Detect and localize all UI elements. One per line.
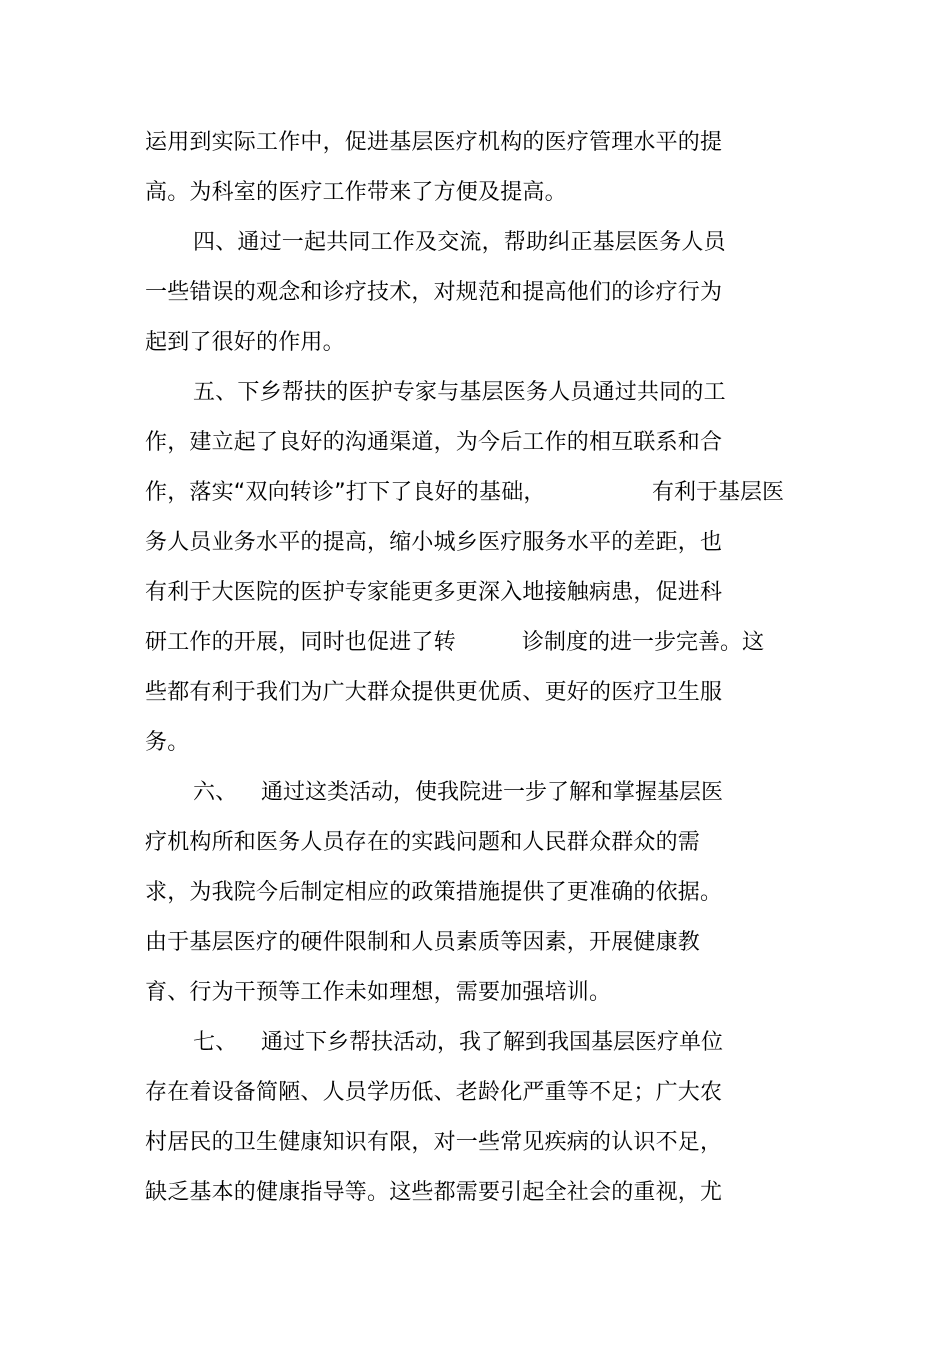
- text-line: 一些错误的观念和诊疗技术，对规范和提高他们的诊疗行为: [145, 280, 723, 305]
- paragraph-4-start: 四、通过一起共同工作及交流，帮助纠正基层医务人员: [193, 230, 726, 255]
- paragraph-5-start: 五、下乡帮扶的医护专家与基层医务人员通过共同的工: [193, 380, 726, 405]
- text-line: 育、行为干预等工作未如理想，需要加强培训。: [145, 980, 612, 1005]
- text-line: 作，建立起了良好的沟通渠道，为今后工作的相互联系和合: [145, 430, 723, 455]
- paragraph-7-number: 七、: [193, 1030, 238, 1055]
- text-line: 作，落实“双向转诊”打下了良好的基础，: [145, 480, 546, 505]
- text-line: 村居民的卫生健康知识有限，对一些常见疾病的认识不足，: [145, 1130, 723, 1155]
- text-line: 些都有利于我们为广大群众提供更优质、更好的医疗卫生服: [145, 680, 723, 705]
- paragraph-6-number: 六、: [193, 780, 238, 805]
- text-line: 务人员业务水平的提高，缩小城乡医疗服务水平的差距，也: [145, 530, 723, 555]
- text-line: 缺乏基本的健康指导等。这些都需要引起全社会的重视，尤: [145, 1180, 723, 1205]
- text-line: 求，为我院今后制定相应的政策措施提供了更准确的依据。: [145, 880, 723, 905]
- text-line-continuation: 有利于基层医: [652, 480, 785, 505]
- text-line-continuation: 诊制度的进一步完善。这: [522, 630, 765, 655]
- paragraph-7-start: 通过下乡帮扶活动，我了解到我国基层医疗单位: [261, 1030, 724, 1055]
- paragraph-6-start: 通过这类活动，使我院进一步了解和掌握基层医: [261, 780, 724, 805]
- text-line: 运用到实际工作中，促进基层医疗机构的医疗管理水平的提: [145, 130, 723, 155]
- text-line: 由于基层医疗的硬件限制和人员素质等因素，开展健康教: [145, 930, 701, 955]
- text-line: 疗机构所和医务人员存在的实践问题和人民群众群众的需: [145, 830, 701, 855]
- text-line: 存在着设备简陋、人员学历低、老龄化严重等不足；广大农: [145, 1080, 723, 1105]
- text-line: 起到了很好的作用。: [145, 330, 345, 355]
- text-line: 有利于大医院的医护专家能更多更深入地接触病患，促进科: [145, 580, 723, 605]
- text-line: 高。为科室的医疗工作带来了方便及提高。: [145, 180, 567, 205]
- text-line: 务。: [145, 730, 190, 755]
- text-line: 研工作的开展，同时也促进了转: [145, 630, 456, 655]
